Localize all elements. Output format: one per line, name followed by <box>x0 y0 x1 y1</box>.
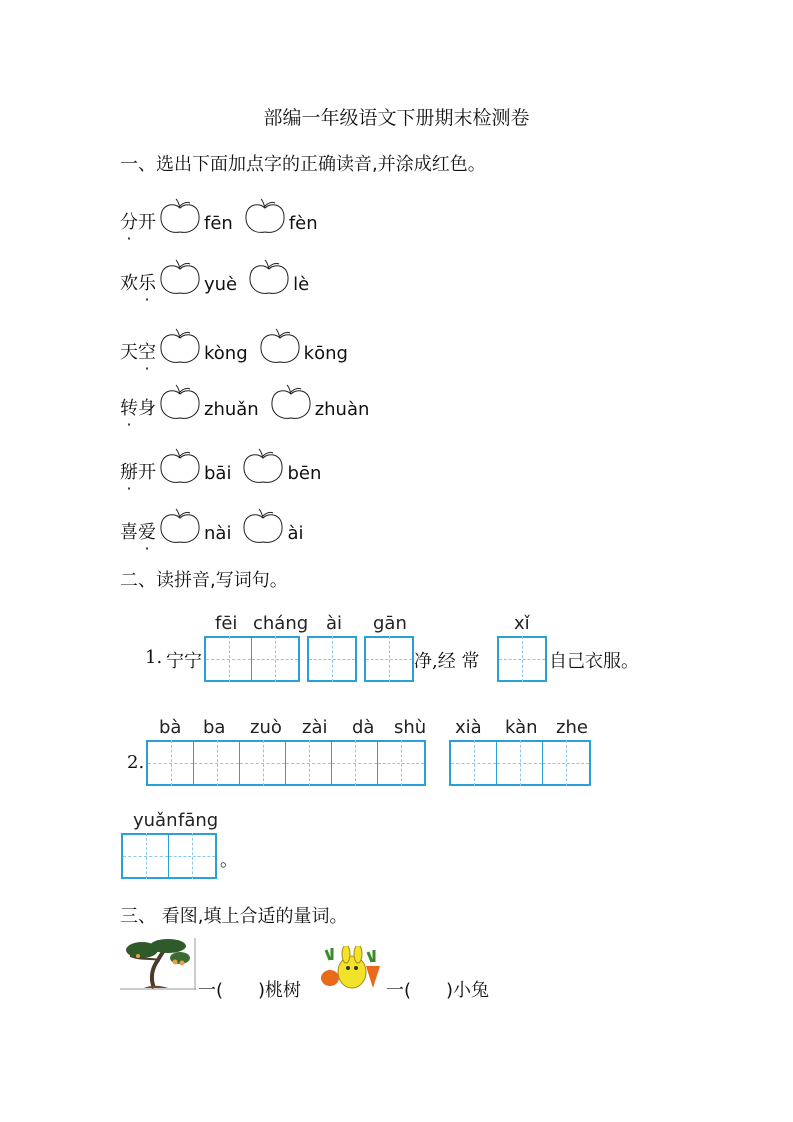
section1-item <box>120 255 317 295</box>
word <box>120 338 156 364</box>
word <box>120 394 156 420</box>
char-2: 乐 <box>138 273 156 294</box>
q1-pinyin-1: fēi <box>215 613 238 634</box>
q2-pinyin-4: zài <box>302 717 328 738</box>
section2-heading: 二、读拼音,写词句。 <box>120 570 288 591</box>
word <box>120 518 156 544</box>
pinyin-option-2: lè <box>293 274 310 295</box>
peach-tree-image <box>120 938 196 990</box>
char-1: 掰 <box>120 462 138 483</box>
apple-icon[interactable] <box>258 328 302 364</box>
char-2: 身 <box>138 398 156 419</box>
char-2: 空 <box>138 342 156 363</box>
char-2: 开 <box>138 212 156 233</box>
char-1: 喜 <box>120 522 138 543</box>
rabbit-image <box>318 946 384 990</box>
char-1: 分 <box>120 212 138 233</box>
q1-pinyin-2: cháng <box>253 613 309 634</box>
section1-item <box>120 504 311 544</box>
q2-pinyin-7: xià <box>455 717 482 738</box>
apple-icon[interactable] <box>247 259 291 295</box>
q2-pinyin-2: ba <box>203 717 226 738</box>
pinyin-option-1: bāi <box>204 463 232 484</box>
pinyin-option-2: bēn <box>287 463 322 484</box>
word <box>120 208 156 234</box>
apple-icon[interactable] <box>158 198 202 234</box>
q1-grid-3[interactable] <box>364 636 414 682</box>
pinyin-option-1: nài <box>204 523 232 544</box>
item2-close: )小兔 <box>446 980 490 1001</box>
apple-icon[interactable] <box>241 448 285 484</box>
pinyin-option-2: ài <box>287 523 304 544</box>
item1-open: 一( <box>198 980 224 1001</box>
q2-pinyin-5: dà <box>352 717 375 738</box>
apple-icon[interactable] <box>243 198 287 234</box>
apple-icon[interactable] <box>158 508 202 544</box>
q2-pinyin-6: shù <box>394 717 427 738</box>
pinyin-option-1: kòng <box>204 343 248 364</box>
pinyin-option-2: kōng <box>303 343 348 364</box>
q2-number: 2. <box>127 752 145 773</box>
char-2: 开 <box>138 462 156 483</box>
pinyin-option-1: yuè <box>204 274 238 295</box>
section3-heading: 三、 看图,填上合适的量词。 <box>120 906 348 927</box>
pinyin-option-1: fēn <box>204 213 233 234</box>
pinyin-option-2: fèn <box>288 213 318 234</box>
q2-end: 。 <box>220 850 238 871</box>
q1-prefix: 宁宁 <box>166 651 202 672</box>
section1-item <box>120 194 326 234</box>
q1-pinyin-5: xǐ <box>514 613 530 634</box>
q1-pinyin-4: gān <box>373 613 407 634</box>
section1-item <box>120 380 377 420</box>
q2-grid-3[interactable] <box>121 833 217 879</box>
word <box>120 458 156 484</box>
apple-icon[interactable] <box>158 384 202 420</box>
apple-icon[interactable] <box>158 259 202 295</box>
char-1: 天 <box>120 342 138 363</box>
q2-pinyin-10: yuǎn <box>133 810 178 831</box>
pinyin-option-1: zhuǎn <box>204 399 259 420</box>
item1-close: )桃树 <box>258 980 302 1001</box>
apple-icon[interactable] <box>269 384 313 420</box>
apple-icon[interactable] <box>158 328 202 364</box>
q1-suffix: 自己衣服。 <box>549 651 639 672</box>
q1-grid-2[interactable] <box>307 636 357 682</box>
item2-open: 一( <box>386 980 412 1001</box>
q2-pinyin-8: kàn <box>505 717 538 738</box>
q2-pinyin-1: bà <box>159 717 182 738</box>
q1-pinyin-3: ài <box>326 613 343 634</box>
q2-pinyin-9: zhe <box>556 717 588 738</box>
q1-grid-4[interactable] <box>497 636 547 682</box>
char-1: 欢 <box>120 273 138 294</box>
q2-grid-1[interactable] <box>146 740 426 786</box>
pinyin-option-2: zhuàn <box>314 399 370 420</box>
section1-item <box>120 444 329 484</box>
apple-icon[interactable] <box>158 448 202 484</box>
q1-middle: 净,经 常 <box>414 651 480 672</box>
page-title: 部编一年级语文下册期末检测卷 <box>263 107 530 129</box>
char-1: 转 <box>120 398 138 419</box>
char-2: 爱 <box>138 522 156 543</box>
q1-grid-1[interactable] <box>204 636 300 682</box>
section1-heading: 一、选出下面加点字的正确读音,并涂成红色。 <box>120 154 486 175</box>
q2-grid-2[interactable] <box>449 740 591 786</box>
apple-icon[interactable] <box>241 508 285 544</box>
section1-item <box>120 324 356 364</box>
q2-pinyin-3: zuò <box>250 717 282 738</box>
q2-pinyin-11: fāng <box>178 810 219 831</box>
word <box>120 269 156 295</box>
q1-number: 1. <box>145 647 163 668</box>
